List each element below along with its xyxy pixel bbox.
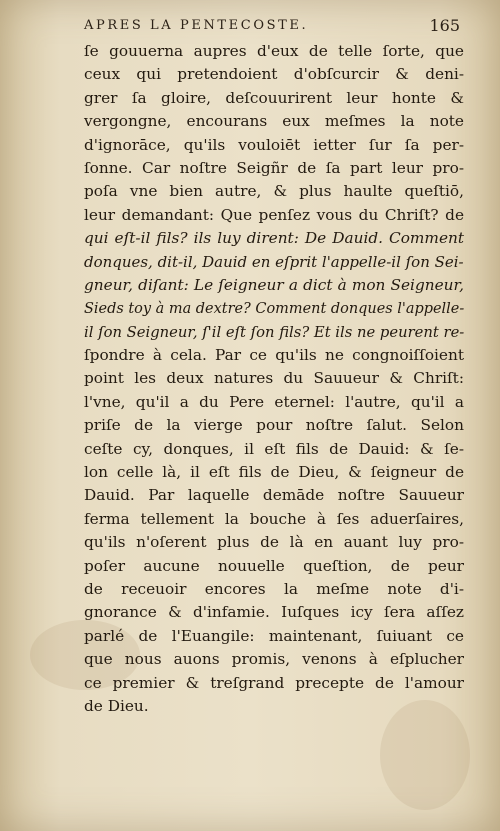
page-number: 165 (429, 16, 460, 35)
text-line: de Dieu. (84, 696, 149, 715)
text-line: ce premier & treſgrand precepte de l'amour (84, 673, 464, 692)
text-line: poſer aucune nouuelle queſtion, de peur (84, 556, 464, 575)
body-text (84, 40, 464, 718)
text-line: point les deux natures du Sauueur & Chriſt: (84, 369, 464, 388)
text-line: ſonne. Car noſtre Seigñr de ſa part leur pro- (84, 158, 464, 177)
text-line: ſpondre à cela. Par ce qu'ils ne congnoiſſoient (84, 346, 464, 365)
text-line: grer ſa gloire, deſcouurirent leur honte & (84, 88, 464, 107)
text-line: de receuoir encores la meſme note d'i- (84, 579, 464, 598)
text-line: qu'ils n'oſerent plus de là en auant luy pro- (84, 533, 464, 552)
text-line: ſe gouuerna aupres d'eux de telle ſorte, que (84, 42, 464, 60)
text-line: parlé de l'Euangile: maintenant, ſuiuant ce (84, 626, 464, 645)
page-header (84, 16, 460, 38)
text-line-italic: Sieds toy à ma dextre? Comment donques l'appelle- (84, 299, 465, 318)
text-line: que nous auons promis, venons à eſplucher (84, 650, 464, 669)
text-line-italic: il ſon Seigneur, ſ'il eſt ſon fils? Et ils ne peurent re- (84, 322, 465, 341)
text-line: poſa vne bien autre, & plus haulte queſtiō, (84, 182, 464, 201)
text-line: lon celle là, il eſt fils de Dieu, & ſeigneur de (84, 463, 464, 482)
text-line: ferma tellement la bouche à ſes aduerſaires, (84, 509, 464, 528)
text-line-italic: gneur, diſant: Le ſeigneur a dict à mon Seigneur, (84, 275, 464, 294)
text-line-italic: donques, dit-il, Dauid en eſprit l'appelle-il ſon Sei- (84, 252, 464, 271)
text-line: priſe de la vierge pour noſtre ſalut. Selon (84, 416, 464, 435)
text-line: l'vne, qu'il a du Pere eternel: l'autre, qu'il a (84, 392, 464, 411)
running-head: APRES LA PENTECOSTE. (84, 18, 309, 33)
text-line: ceux qui pretendoient d'obſcurcir & deni- (84, 65, 464, 84)
text-line: Dauid. Par laquelle demāde noſtre Sauueur (84, 486, 464, 505)
text-line: d'ignorāce, qu'ils vouloiēt ietter ſur ſa per- (84, 135, 464, 154)
text-line: gnorance & d'infamie. Iuſques icy ſera aſſez (84, 603, 464, 622)
text-line: vergongne, encourans eux meſmes la note (84, 112, 464, 131)
text-line: leur demandant: Que penſez vous du Chriſt? de (84, 205, 464, 224)
text-line: ceſte cy, donques, il eſt fils de Dauid: & ſe- (84, 439, 464, 458)
text-line-italic: qui eſt-il fils? ils luy dirent: De Dauid. Comment (84, 229, 464, 248)
